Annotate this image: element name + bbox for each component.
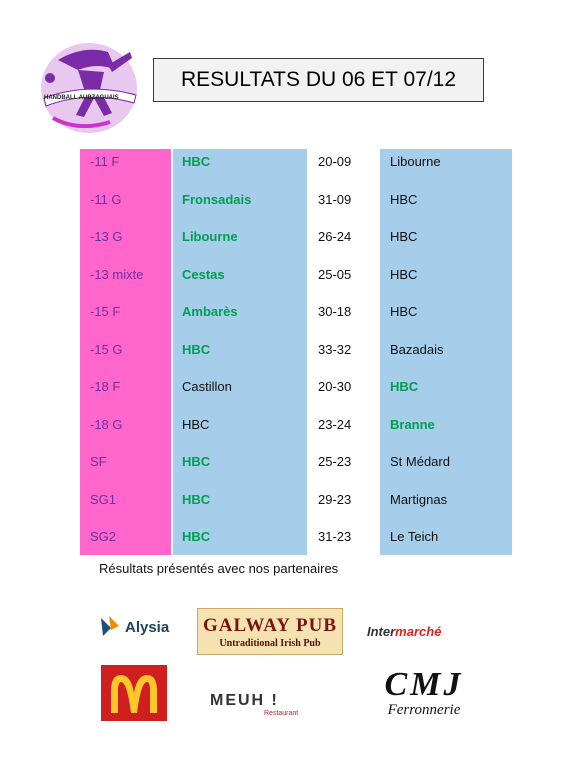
cmj-logo	[372, 668, 476, 719]
away-team-cell: HBC	[390, 266, 418, 282]
home-team-cell: HBC	[182, 529, 211, 544]
category-cell: -13 mixte	[90, 266, 144, 282]
category-cell: -15 F	[90, 304, 121, 319]
away-team-cell: HBC	[390, 379, 419, 394]
score-cell: 20-09	[318, 154, 352, 169]
galway-pub-logo	[197, 608, 343, 655]
result-row	[0, 487, 581, 524]
score-cell: 33-32	[318, 341, 352, 357]
alysia-logo	[99, 612, 174, 642]
meuh-subtitle: Restaurant	[264, 710, 299, 717]
club-logo	[38, 40, 140, 135]
result-row	[0, 412, 581, 449]
score-cell: 25-05	[318, 266, 352, 282]
score-cell: 31-23	[318, 529, 352, 544]
result-row	[0, 299, 581, 336]
page-title: RESULTATS DU 06 ET 07/12	[153, 58, 484, 102]
category-cell: -18 G	[90, 416, 123, 432]
category-cell: SG1	[90, 491, 117, 507]
home-team-cell: Libourne	[182, 229, 238, 244]
category-cell: -15 G	[90, 341, 123, 357]
logo-text: HANDBALL AUBZAGUAIS	[44, 95, 119, 101]
score-cell: 31-09	[318, 191, 352, 207]
away-team-cell: HBC	[390, 229, 418, 244]
result-row	[0, 262, 581, 299]
alysia-leaf-icon	[99, 614, 121, 640]
result-row	[0, 449, 581, 486]
meuh-logo	[210, 692, 310, 717]
home-team-cell: HBC	[182, 416, 210, 432]
home-team-cell: Cestas	[182, 266, 225, 282]
result-row	[0, 187, 581, 224]
category-cell: -18 F	[90, 379, 121, 394]
home-team-cell: HBC	[182, 341, 211, 357]
intermarche-text-a: Inter	[367, 624, 396, 639]
category-cell: -11 F	[90, 154, 120, 169]
away-team-cell: Branne	[390, 416, 435, 432]
galway-title: GALWAY PUB	[202, 615, 338, 636]
score-cell: 25-23	[318, 454, 352, 469]
intermarche-text-b: marché	[395, 624, 442, 639]
score-cell: 26-24	[318, 229, 352, 244]
away-team-cell: Libourne	[390, 154, 441, 169]
home-team-cell: Fronsadais	[182, 191, 252, 207]
category-cell: SF	[90, 454, 107, 469]
alysia-text: Alysia	[125, 618, 170, 636]
mcdonalds-logo	[101, 665, 167, 721]
home-team-cell: Castillon	[182, 379, 232, 394]
intermarche-logo	[367, 624, 441, 639]
home-team-cell: Ambarès	[182, 304, 238, 319]
away-team-cell: Le Teich	[390, 529, 439, 544]
cmj-subtitle: Ferronnerie	[387, 702, 461, 718]
meuh-text: MEUH !	[210, 692, 279, 709]
result-row	[0, 374, 581, 411]
result-row	[0, 524, 581, 561]
golden-arches-icon	[107, 671, 161, 715]
result-row	[0, 224, 581, 261]
away-team-cell: Bazadais	[390, 341, 444, 357]
home-team-cell: HBC	[182, 491, 211, 507]
result-row	[0, 149, 581, 186]
score-cell: 23-24	[318, 416, 352, 432]
away-team-cell: St Médard	[390, 454, 450, 469]
away-team-cell: HBC	[390, 191, 418, 207]
handball-logo-icon	[38, 40, 140, 135]
partners-label: Résultats présentés avec nos partenaires	[99, 561, 339, 576]
away-team-cell: HBC	[390, 304, 418, 319]
category-cell: -13 G	[90, 229, 123, 244]
home-team-cell: HBC	[182, 154, 211, 169]
score-cell: 29-23	[318, 491, 352, 507]
galway-subtitle: Untraditional Irish Pub	[219, 638, 321, 649]
cmj-text: CMJ	[384, 666, 464, 703]
home-team-cell: HBC	[182, 454, 211, 469]
result-row	[0, 337, 581, 374]
category-cell: SG2	[90, 529, 117, 544]
away-team-cell: Martignas	[390, 491, 448, 507]
score-cell: 20-30	[318, 379, 352, 394]
score-cell: 30-18	[318, 304, 352, 319]
category-cell: -11 G	[90, 191, 122, 207]
